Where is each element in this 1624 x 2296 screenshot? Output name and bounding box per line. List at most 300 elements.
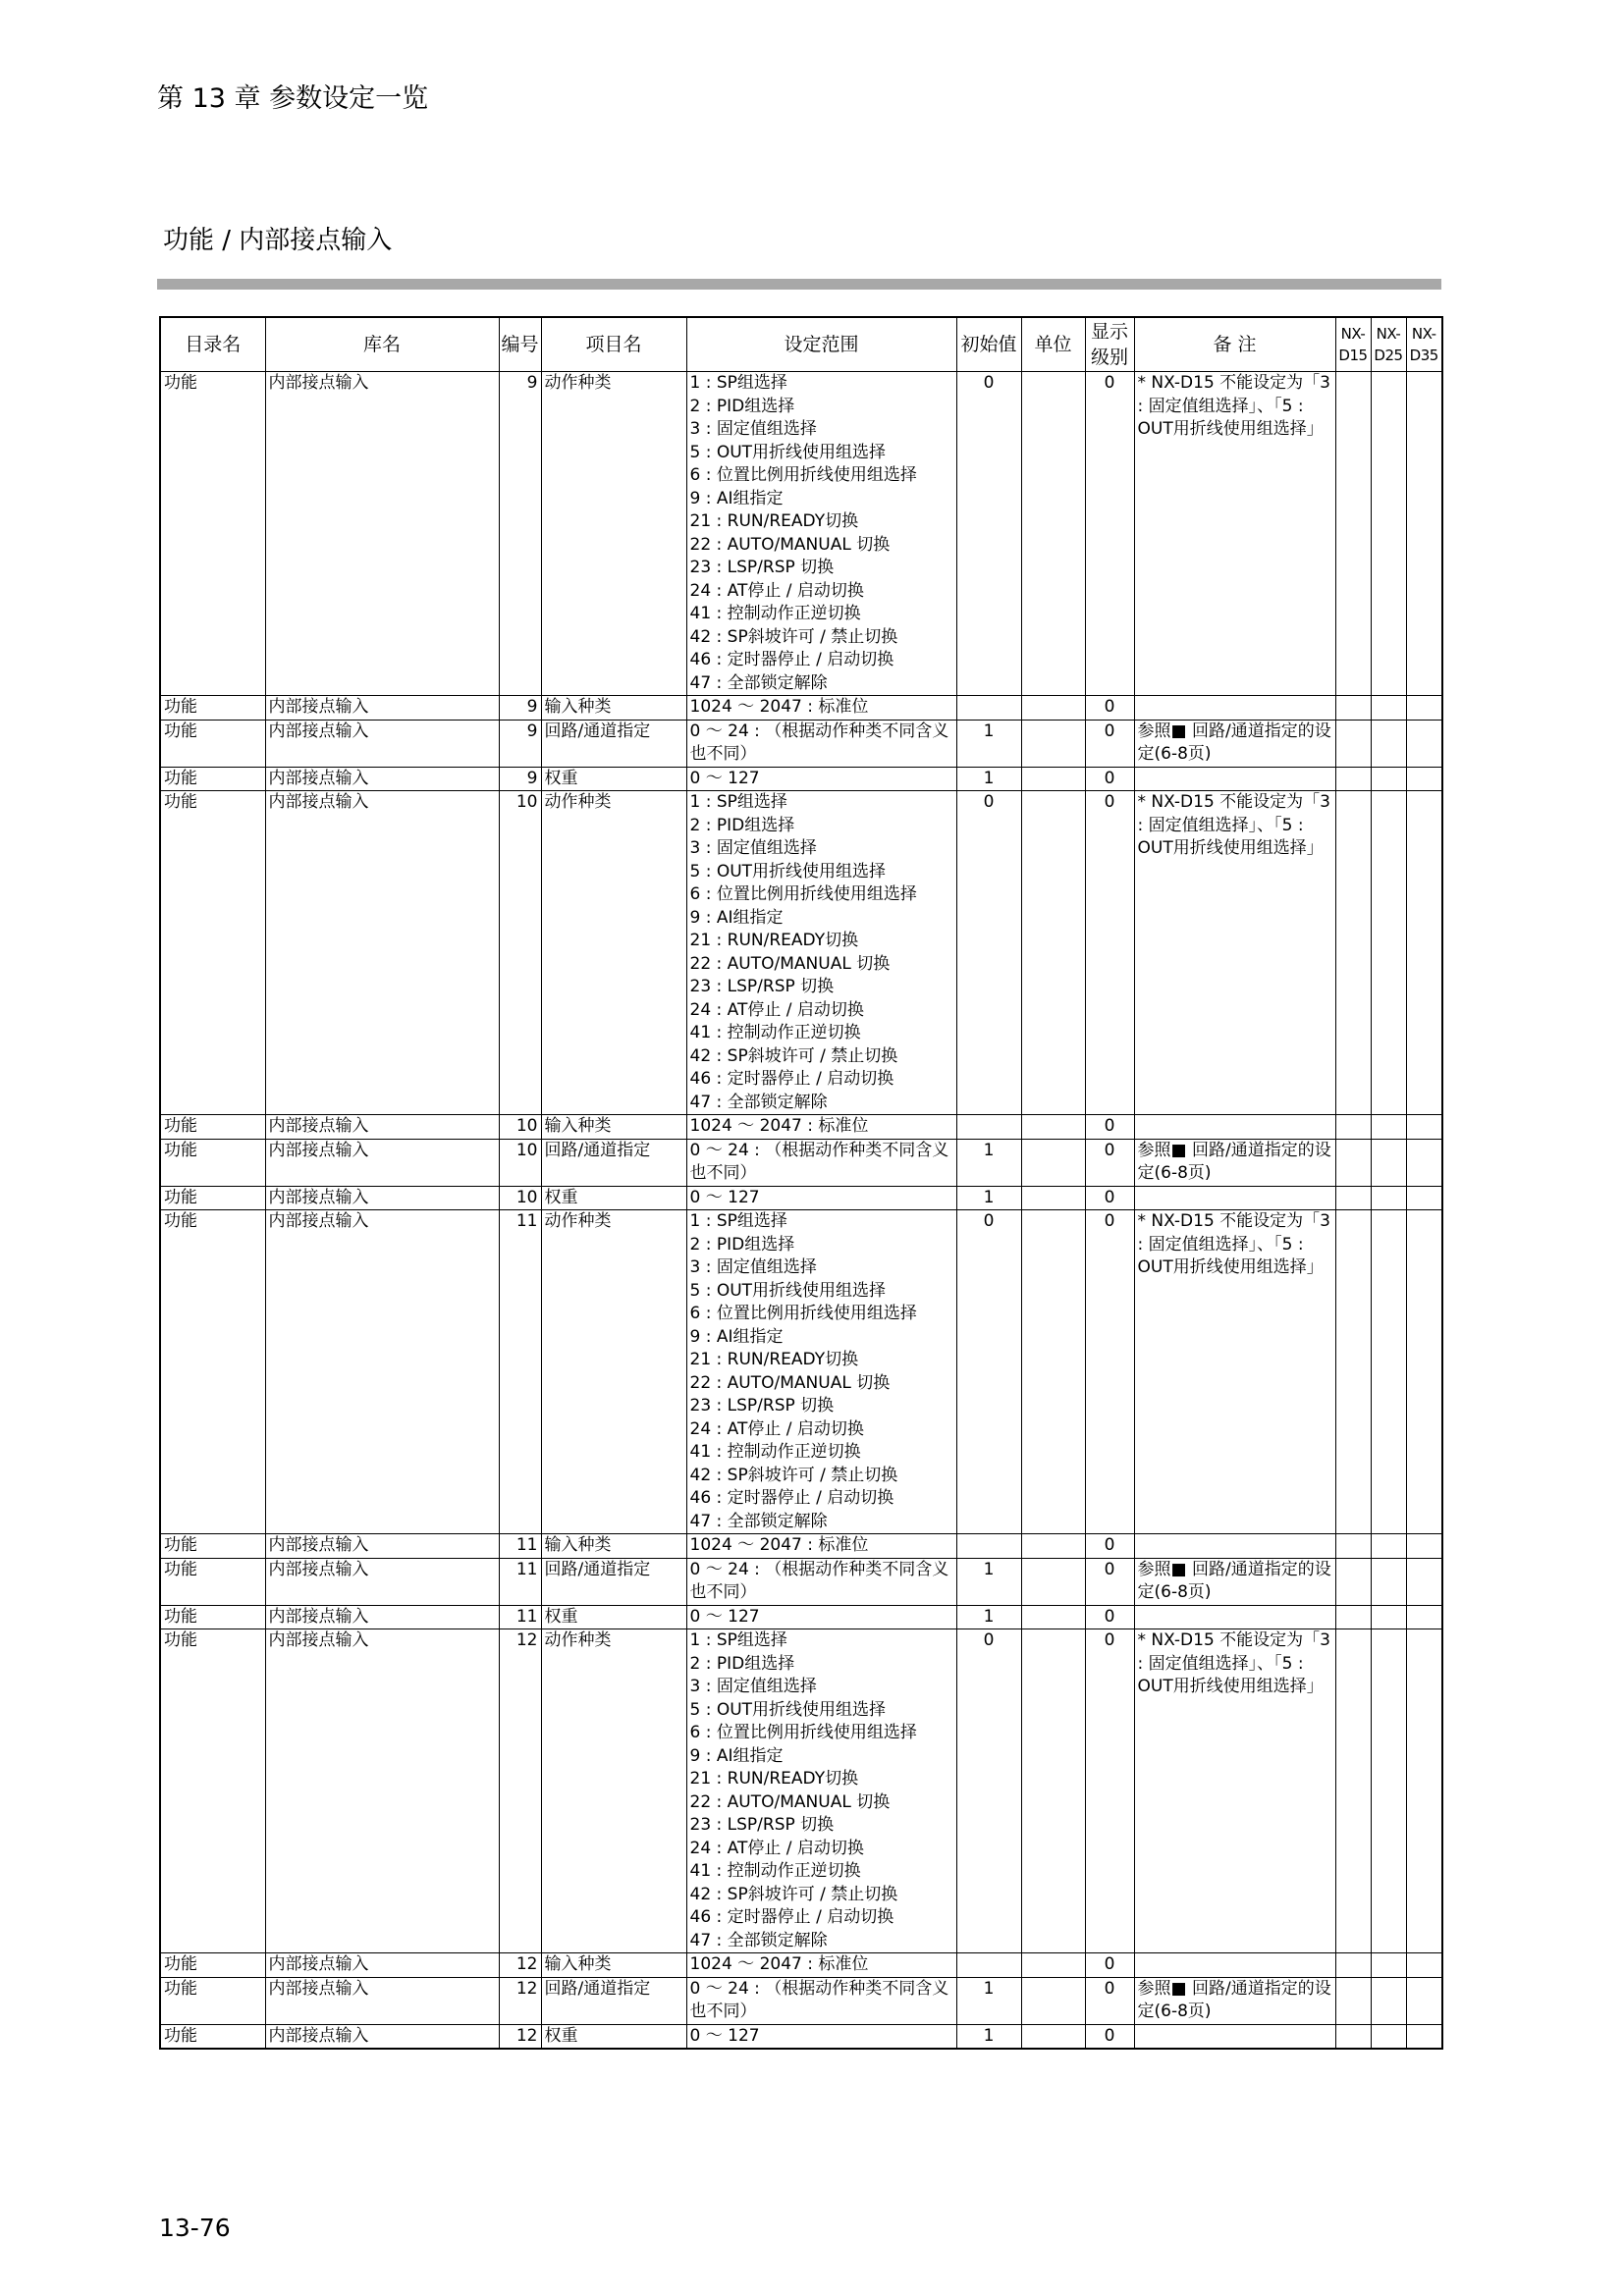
- column-header-text: 单位: [1034, 334, 1072, 355]
- cell-setting-range: [686, 1953, 956, 1978]
- cell-item-name: 输入种类: [541, 696, 686, 721]
- cell-display-level: 0: [1085, 1210, 1134, 1534]
- table-row: [160, 1186, 1442, 1210]
- cell-nx-d35: [1406, 1605, 1442, 1629]
- column-header: [686, 317, 956, 372]
- cell-setting-range: [686, 1534, 956, 1559]
- range-option: 24 : AT停止 / 启动切换: [689, 1418, 864, 1439]
- column-header-text: 备 注: [1213, 334, 1257, 355]
- range-option: 0 ～ 24 : （根据动作种类不同含义: [689, 1140, 949, 1160]
- cell-nx-d35: [1406, 1558, 1442, 1605]
- cell-remarks: * NX-D15 不能设定为「3 : 固定值组选择」、「5 : OUT用折线使用组选择」: [1134, 791, 1335, 1115]
- range-option: 22 : AUTO/MANUAL 切换: [689, 1791, 891, 1812]
- cell-remarks: * NX-D15 不能设定为「3 : 固定值组选择」、「5 : OUT用折线使用组选择」: [1134, 1210, 1335, 1534]
- cell-nx-d15: [1335, 1534, 1371, 1559]
- range-option: 42 : SP斜坡许可 / 禁止切换: [689, 1884, 898, 1904]
- table-row: [160, 1605, 1442, 1629]
- page-number: 13-76: [159, 2214, 231, 2242]
- cell-item-name: 权重: [541, 767, 686, 791]
- cell-nx-d15: [1335, 1977, 1371, 2024]
- cell-initial-value: 0: [956, 1210, 1021, 1534]
- cell-number: 12: [499, 1629, 541, 1953]
- column-header-text: NX-: [1411, 325, 1436, 343]
- cell-number: 10: [499, 1186, 541, 1210]
- cell-setting-range: [686, 767, 956, 791]
- range-option: 21 : RUN/READY切换: [689, 931, 859, 950]
- cell-nx-d25: [1371, 1534, 1406, 1559]
- cell-unit: [1021, 1115, 1085, 1140]
- cell-number: 10: [499, 1139, 541, 1186]
- cell-nx-d15: [1335, 1629, 1371, 1953]
- range-option: 9 : AI组指定: [689, 1745, 784, 1766]
- cell-remarks: 参照■ 回路/通道指定的设定(6-8页): [1134, 720, 1335, 767]
- range-option: 0 ～ 127: [689, 768, 760, 788]
- column-header-text: 级别: [1090, 347, 1128, 368]
- range-option: 5 : OUT用折线使用组选择: [689, 442, 887, 462]
- parameter-table: [159, 316, 1443, 2050]
- cell-nx-d25: [1371, 791, 1406, 1115]
- range-option: 0 ～ 24 : （根据动作种类不同含义: [689, 1978, 949, 1999]
- cell-unit: [1021, 1953, 1085, 1978]
- range-option: 23 : LSP/RSP 切换: [689, 977, 835, 996]
- cell-number: 9: [499, 696, 541, 721]
- range-option: 1024 ～ 2047 : 标准位: [689, 1535, 869, 1555]
- cell-unit: [1021, 1210, 1085, 1534]
- cell-nx-d35: [1406, 1629, 1442, 1953]
- cell-nx-d25: [1371, 1558, 1406, 1605]
- range-option: 1 : SP组选择: [689, 792, 787, 812]
- range-option: 1 : SP组选择: [689, 1211, 787, 1231]
- range-option: 3 : 固定值组选择: [689, 1257, 817, 1277]
- range-option: 6 : 位置比例用折线使用组选择: [689, 884, 917, 904]
- cell-nx-d15: [1335, 1605, 1371, 1629]
- cell-remarks: [1134, 1186, 1335, 1210]
- cell-nx-d15: [1335, 1139, 1371, 1186]
- table-row: [160, 1534, 1442, 1559]
- range-option: 41 : 控制动作正逆切换: [689, 1023, 861, 1042]
- cell-item-name: 回路/通道指定: [541, 1139, 686, 1186]
- cell-number: 11: [499, 1210, 541, 1534]
- cell-unit: [1021, 1186, 1085, 1210]
- cell-initial-value: 1: [956, 2024, 1021, 2049]
- range-option: 41 : 控制动作正逆切换: [689, 604, 861, 623]
- cell-nx-d35: [1406, 372, 1442, 696]
- range-option: 5 : OUT用折线使用组选择: [689, 1280, 887, 1301]
- column-header: [1134, 317, 1335, 372]
- cell-item-name: 输入种类: [541, 1534, 686, 1559]
- range-option: 23 : LSP/RSP 切换: [689, 1815, 835, 1835]
- range-option: 2 : PID组选择: [689, 1653, 795, 1674]
- range-option: 9 : AI组指定: [689, 907, 784, 928]
- cell-directory: 功能: [160, 1605, 265, 1629]
- column-header: [541, 317, 686, 372]
- cell-initial-value: 0: [956, 791, 1021, 1115]
- range-option: 3 : 固定值组选择: [689, 838, 817, 858]
- range-option: 42 : SP斜坡许可 / 禁止切换: [689, 1045, 898, 1066]
- cell-initial-value: [956, 1534, 1021, 1559]
- cell-nx-d15: [1335, 791, 1371, 1115]
- range-option: 0 ～ 127: [689, 1187, 760, 1207]
- cell-nx-d15: [1335, 1953, 1371, 1978]
- cell-library: 内部接点输入: [265, 791, 499, 1115]
- cell-library: 内部接点输入: [265, 696, 499, 721]
- cell-library: 内部接点输入: [265, 1629, 499, 1953]
- cell-nx-d15: [1335, 767, 1371, 791]
- cell-library: 内部接点输入: [265, 1558, 499, 1605]
- cell-directory: 功能: [160, 1139, 265, 1186]
- cell-initial-value: 1: [956, 767, 1021, 791]
- range-option: 2 : PID组选择: [689, 1234, 795, 1255]
- cell-item-name: 输入种类: [541, 1115, 686, 1140]
- cell-library: 内部接点输入: [265, 1977, 499, 2024]
- range-option: 5 : OUT用折线使用组选择: [689, 1699, 887, 1720]
- cell-display-level: 0: [1085, 1115, 1134, 1140]
- cell-item-name: 权重: [541, 1605, 686, 1629]
- range-option: 2 : PID组选择: [689, 815, 795, 835]
- cell-library: 内部接点输入: [265, 1605, 499, 1629]
- cell-remarks: [1134, 1953, 1335, 1978]
- column-header-text: 目录名: [185, 334, 242, 355]
- cell-nx-d15: [1335, 1558, 1371, 1605]
- range-option: 22 : AUTO/MANUAL 切换: [689, 534, 891, 555]
- cell-item-name: 动作种类: [541, 1629, 686, 1953]
- cell-directory: 功能: [160, 1629, 265, 1953]
- cell-initial-value: 1: [956, 1139, 1021, 1186]
- cell-remarks: * NX-D15 不能设定为「3 : 固定值组选择」、「5 : OUT用折线使用组选择」: [1134, 372, 1335, 696]
- cell-remarks: 参照■ 回路/通道指定的设定(6-8页): [1134, 1977, 1335, 2024]
- cell-unit: [1021, 1534, 1085, 1559]
- cell-nx-d35: [1406, 1953, 1442, 1978]
- cell-item-name: 动作种类: [541, 1210, 686, 1534]
- cell-library: 内部接点输入: [265, 1534, 499, 1559]
- cell-unit: [1021, 791, 1085, 1115]
- column-header-text: 显示: [1090, 321, 1128, 343]
- cell-unit: [1021, 1605, 1085, 1629]
- range-option: 9 : AI组指定: [689, 1326, 784, 1347]
- table-row: [160, 1210, 1442, 1534]
- cell-initial-value: [956, 1953, 1021, 1978]
- cell-nx-d25: [1371, 1210, 1406, 1534]
- cell-nx-d35: [1406, 2024, 1442, 2049]
- cell-nx-d35: [1406, 720, 1442, 767]
- range-option: 47 : 全部锁定解除: [689, 1092, 828, 1112]
- cell-setting-range: [686, 1605, 956, 1629]
- cell-display-level: 0: [1085, 1139, 1134, 1186]
- column-header: [1335, 317, 1371, 372]
- cell-library: 内部接点输入: [265, 720, 499, 767]
- cell-directory: 功能: [160, 1953, 265, 1978]
- cell-directory: 功能: [160, 2024, 265, 2049]
- cell-number: 11: [499, 1534, 541, 1559]
- column-header-text: 库名: [362, 334, 401, 355]
- cell-display-level: 0: [1085, 791, 1134, 1115]
- cell-unit: [1021, 1139, 1085, 1186]
- section-divider: [157, 279, 1441, 290]
- range-option: 6 : 位置比例用折线使用组选择: [689, 1723, 917, 1742]
- cell-library: 内部接点输入: [265, 372, 499, 696]
- table-row: [160, 1977, 1442, 2024]
- cell-setting-range: [686, 791, 956, 1115]
- column-header: [265, 317, 499, 372]
- range-option: 21 : RUN/READY切换: [689, 511, 859, 531]
- cell-nx-d25: [1371, 1977, 1406, 2024]
- column-header-text: NX-: [1376, 325, 1401, 343]
- range-option: 3 : 固定值组选择: [689, 419, 817, 439]
- cell-remarks: [1134, 1115, 1335, 1140]
- cell-number: 9: [499, 767, 541, 791]
- column-header: [1021, 317, 1085, 372]
- range-option: 也不同）: [689, 2002, 757, 2021]
- cell-nx-d35: [1406, 791, 1442, 1115]
- cell-remarks: * NX-D15 不能设定为「3 : 固定值组选择」、「5 : OUT用折线使用组选择」: [1134, 1629, 1335, 1953]
- cell-nx-d35: [1406, 1210, 1442, 1534]
- table-row: [160, 767, 1442, 791]
- cell-directory: 功能: [160, 1558, 265, 1605]
- column-header: [1085, 317, 1134, 372]
- table-row: [160, 720, 1442, 767]
- range-option: 46 : 定时器停止 / 启动切换: [689, 1069, 894, 1089]
- column-header: [1371, 317, 1406, 372]
- range-option: 0 ～ 24 : （根据动作种类不同含义: [689, 1559, 949, 1579]
- cell-initial-value: 1: [956, 1977, 1021, 2024]
- cell-directory: 功能: [160, 1186, 265, 1210]
- table-row: [160, 1558, 1442, 1605]
- cell-initial-value: 0: [956, 1629, 1021, 1953]
- column-header-text: 设定范围: [784, 334, 859, 355]
- range-option: 42 : SP斜坡许可 / 禁止切换: [689, 626, 898, 647]
- table-row: [160, 1629, 1442, 1953]
- column-header-text: NX-: [1340, 325, 1366, 343]
- table-row: [160, 2024, 1442, 2049]
- range-option: 1 : SP组选择: [689, 1630, 787, 1650]
- range-option: 0 ～ 127: [689, 1606, 760, 1627]
- cell-item-name: 输入种类: [541, 1953, 686, 1978]
- cell-setting-range: [686, 1210, 956, 1534]
- section-title: 功能 / 内部接点输入: [163, 226, 393, 255]
- range-option: 47 : 全部锁定解除: [689, 672, 828, 693]
- cell-unit: [1021, 2024, 1085, 2049]
- cell-nx-d25: [1371, 1629, 1406, 1953]
- cell-item-name: 权重: [541, 1186, 686, 1210]
- cell-display-level: 0: [1085, 767, 1134, 791]
- cell-nx-d25: [1371, 2024, 1406, 2049]
- cell-setting-range: [686, 1629, 956, 1953]
- column-header-text: D35: [1409, 347, 1438, 364]
- cell-nx-d15: [1335, 720, 1371, 767]
- cell-directory: 功能: [160, 696, 265, 721]
- cell-nx-d25: [1371, 720, 1406, 767]
- range-option: 1024 ～ 2047 : 标准位: [689, 697, 869, 717]
- cell-setting-range: [686, 1139, 956, 1186]
- cell-library: 内部接点输入: [265, 767, 499, 791]
- column-header: [160, 317, 265, 372]
- range-option: 46 : 定时器停止 / 启动切换: [689, 1907, 894, 1927]
- cell-nx-d35: [1406, 767, 1442, 791]
- cell-unit: [1021, 1558, 1085, 1605]
- column-header: [1406, 317, 1442, 372]
- cell-remarks: [1134, 696, 1335, 721]
- cell-remarks: [1134, 1534, 1335, 1559]
- column-header: [499, 317, 541, 372]
- cell-number: 12: [499, 1953, 541, 1978]
- table-body: [160, 372, 1442, 2050]
- range-option: 41 : 控制动作正逆切换: [689, 1442, 861, 1462]
- cell-item-name: 回路/通道指定: [541, 720, 686, 767]
- range-option: 21 : RUN/READY切换: [689, 1350, 859, 1369]
- range-option: 1024 ～ 2047 : 标准位: [689, 1116, 869, 1136]
- cell-number: 10: [499, 791, 541, 1115]
- range-option: 46 : 定时器停止 / 启动切换: [689, 1488, 894, 1508]
- cell-setting-range: [686, 1977, 956, 2024]
- table-row: [160, 791, 1442, 1115]
- cell-nx-d35: [1406, 696, 1442, 721]
- cell-display-level: 0: [1085, 1186, 1134, 1210]
- range-option: 3 : 固定值组选择: [689, 1677, 817, 1696]
- cell-initial-value: [956, 696, 1021, 721]
- cell-unit: [1021, 1629, 1085, 1953]
- range-option: 0 ～ 127: [689, 2025, 760, 2046]
- cell-display-level: 0: [1085, 1605, 1134, 1629]
- cell-unit: [1021, 720, 1085, 767]
- cell-nx-d15: [1335, 2024, 1371, 2049]
- cell-directory: 功能: [160, 791, 265, 1115]
- cell-remarks: [1134, 2024, 1335, 2049]
- cell-display-level: 0: [1085, 696, 1134, 721]
- cell-directory: 功能: [160, 1977, 265, 2024]
- table-row: [160, 696, 1442, 721]
- cell-remarks: [1134, 767, 1335, 791]
- range-option: 0 ～ 24 : （根据动作种类不同含义: [689, 721, 949, 741]
- cell-unit: [1021, 696, 1085, 721]
- cell-item-name: 动作种类: [541, 791, 686, 1115]
- table-row: [160, 1953, 1442, 1978]
- cell-number: 10: [499, 1115, 541, 1140]
- cell-nx-d25: [1371, 1139, 1406, 1186]
- cell-number: 9: [499, 372, 541, 696]
- column-header-text: D15: [1338, 347, 1368, 364]
- range-option: 22 : AUTO/MANUAL 切换: [689, 1372, 891, 1393]
- range-option: 23 : LSP/RSP 切换: [689, 558, 835, 577]
- cell-nx-d25: [1371, 767, 1406, 791]
- cell-setting-range: [686, 1115, 956, 1140]
- cell-remarks: 参照■ 回路/通道指定的设定(6-8页): [1134, 1139, 1335, 1186]
- table-header-row: [160, 317, 1442, 372]
- chapter-title: 第 13 章 参数设定一览: [157, 83, 429, 114]
- range-option: 6 : 位置比例用折线使用组选择: [689, 1304, 917, 1323]
- cell-number: 11: [499, 1558, 541, 1605]
- range-option: 47 : 全部锁定解除: [689, 1930, 828, 1950]
- cell-item-name: 权重: [541, 2024, 686, 2049]
- cell-setting-range: [686, 720, 956, 767]
- cell-number: 12: [499, 2024, 541, 2049]
- cell-display-level: 0: [1085, 1558, 1134, 1605]
- cell-nx-d25: [1371, 1186, 1406, 1210]
- cell-item-name: 回路/通道指定: [541, 1558, 686, 1605]
- cell-nx-d25: [1371, 696, 1406, 721]
- table-row: [160, 372, 1442, 696]
- cell-nx-d15: [1335, 1186, 1371, 1210]
- cell-nx-d25: [1371, 1605, 1406, 1629]
- cell-initial-value: 1: [956, 720, 1021, 767]
- cell-display-level: 0: [1085, 1534, 1134, 1559]
- cell-display-level: 0: [1085, 1953, 1134, 1978]
- cell-display-level: 0: [1085, 1629, 1134, 1953]
- cell-number: 11: [499, 1605, 541, 1629]
- cell-display-level: 0: [1085, 2024, 1134, 2049]
- cell-setting-range: [686, 2024, 956, 2049]
- range-option: 1 : SP组选择: [689, 373, 787, 393]
- cell-remarks: 参照■ 回路/通道指定的设定(6-8页): [1134, 1558, 1335, 1605]
- range-option: 6 : 位置比例用折线使用组选择: [689, 465, 917, 485]
- cell-setting-range: [686, 1558, 956, 1605]
- cell-nx-d25: [1371, 1953, 1406, 1978]
- cell-setting-range: [686, 1186, 956, 1210]
- range-option: 也不同）: [689, 1582, 757, 1602]
- cell-setting-range: [686, 696, 956, 721]
- range-option: 21 : RUN/READY切换: [689, 1769, 859, 1789]
- cell-library: 内部接点输入: [265, 1210, 499, 1534]
- cell-setting-range: [686, 372, 956, 696]
- cell-remarks: [1134, 1605, 1335, 1629]
- cell-directory: 功能: [160, 1534, 265, 1559]
- range-option: 47 : 全部锁定解除: [689, 1511, 828, 1531]
- range-option: 42 : SP斜坡许可 / 禁止切换: [689, 1465, 898, 1485]
- cell-library: 内部接点输入: [265, 1186, 499, 1210]
- cell-directory: 功能: [160, 372, 265, 696]
- cell-unit: [1021, 1977, 1085, 2024]
- cell-nx-d35: [1406, 1139, 1442, 1186]
- range-option: 也不同）: [689, 1163, 757, 1183]
- column-header-text: 项目名: [585, 334, 642, 355]
- cell-number: 9: [499, 720, 541, 767]
- cell-directory: 功能: [160, 720, 265, 767]
- range-option: 24 : AT停止 / 启动切换: [689, 580, 864, 601]
- cell-nx-d35: [1406, 1977, 1442, 2024]
- cell-unit: [1021, 767, 1085, 791]
- cell-number: 12: [499, 1977, 541, 2024]
- cell-directory: 功能: [160, 1115, 265, 1140]
- range-option: 也不同）: [689, 744, 757, 764]
- range-option: 24 : AT停止 / 启动切换: [689, 1838, 864, 1858]
- cell-display-level: 0: [1085, 372, 1134, 696]
- cell-library: 内部接点输入: [265, 2024, 499, 2049]
- cell-directory: 功能: [160, 767, 265, 791]
- column-header-text: 编号: [501, 334, 539, 355]
- range-option: 5 : OUT用折线使用组选择: [689, 861, 887, 881]
- cell-nx-d35: [1406, 1186, 1442, 1210]
- range-option: 23 : LSP/RSP 切换: [689, 1396, 835, 1415]
- range-option: 22 : AUTO/MANUAL 切换: [689, 953, 891, 974]
- column-header: [956, 317, 1021, 372]
- cell-library: 内部接点输入: [265, 1139, 499, 1186]
- cell-library: 内部接点输入: [265, 1115, 499, 1140]
- cell-nx-d15: [1335, 1210, 1371, 1534]
- range-option: 24 : AT停止 / 启动切换: [689, 999, 864, 1020]
- table-row: [160, 1115, 1442, 1140]
- column-header-text: 初始值: [960, 334, 1017, 355]
- cell-display-level: 0: [1085, 1977, 1134, 2024]
- cell-nx-d25: [1371, 372, 1406, 696]
- cell-nx-d15: [1335, 1115, 1371, 1140]
- cell-item-name: 回路/通道指定: [541, 1977, 686, 2024]
- cell-nx-d35: [1406, 1534, 1442, 1559]
- cell-initial-value: 0: [956, 372, 1021, 696]
- table-row: [160, 1139, 1442, 1186]
- cell-initial-value: [956, 1115, 1021, 1140]
- range-option: 9 : AI组指定: [689, 488, 784, 508]
- cell-initial-value: 1: [956, 1605, 1021, 1629]
- cell-directory: 功能: [160, 1210, 265, 1534]
